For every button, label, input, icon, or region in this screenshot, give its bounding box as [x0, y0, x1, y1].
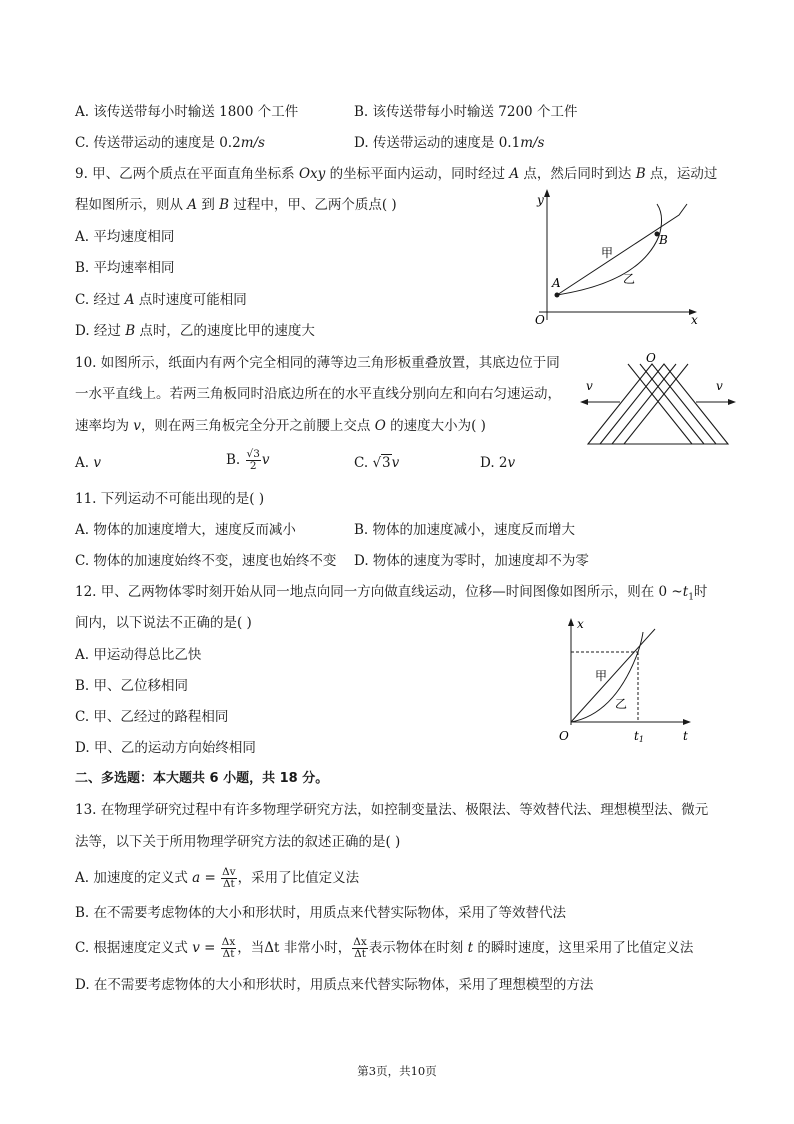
q9-stem-line1: 9. 甲、乙两个质点在平面直角坐标系 Oxy 的坐标平面内运动，同时经过 A 点，然后同时到达 B 点，运动过 [75, 166, 718, 182]
q9-option-c: C. 经过 A 点时速度可能相同 [75, 292, 247, 308]
q10-stem-line2: 一水平直线上。若两三角板同时沿底边所在的水平直线分别向左和向右匀速运动， [75, 386, 561, 402]
q9-fig-x-label: x [691, 313, 698, 327]
q12-fig-x-label: x [577, 617, 584, 631]
q12-fig-yi-label: 乙 [615, 697, 628, 711]
q13-option-a: A. 加速度的定义式 a = $\frac{\Delta v}{\Delta t}$ ，采用了比值定义法 [75, 866, 360, 890]
q13-option-d: D. 在不需要考虑物体的大小和形状时，用质点来代替实际物体，采用了理想模型的方法 [75, 977, 594, 993]
q12-fig-jia-label: 甲 [595, 669, 608, 683]
q10-option-a: A. v [75, 455, 101, 471]
q9-fig-b-label: B [659, 233, 668, 247]
q9-stem-line2: 程如图所示，则从 A 到 B 过程中，甲、乙两个质点( ) [75, 197, 397, 213]
q9-curve-jia [557, 204, 687, 295]
q9-figure [525, 186, 705, 331]
q10-triangle-1 [588, 364, 716, 444]
q13-stem-line1: 13. 在物理学研究过程中有许多物理学研究方法，如控制变量法、极限法、等效替代法、理想模型法、微元 [75, 802, 709, 818]
q9-fig-yi-label: 乙 [623, 272, 636, 286]
q13-option-c: C. 根据速度定义式 v = $\frac{\Delta x}{\Delta t}$ ，当Δt 非常小时， $\frac{\Delta x}{\Delta t}$ 表示物体在时刻 t 的瞬时速度，这里采用了比值定义法 [75, 936, 694, 960]
q12-option-a: A. 甲运动得总比乙快 [75, 647, 202, 663]
q10-stem-line3: 速率均为 v，则在两三角板完全分开之前腰上交点 O 的速度大小为( ) [75, 418, 486, 434]
q10-stem-line1: 10. 如图所示，纸面内有两个完全相同的薄等边三角形板重叠放置，其底边位于同 [75, 355, 560, 371]
q10-option-b: B. $\frac{√3}{2}$ v [226, 448, 270, 472]
q13-stem-line2: 法等，以下关于所用物理学研究方法的叙述正确的是( ) [75, 834, 401, 850]
q8-option-c: C. 传送带运动的速度是 0.2m/s [75, 135, 265, 151]
q11-option-c: C. 物体的加速度始终不变，速度也始终不变 [75, 553, 337, 569]
q9-option-d: D. 经过 B 点时，乙的速度比甲的速度大 [75, 323, 315, 339]
q12-stem-line1: 12. 甲、乙两物体零时刻开始从同一地点向同一方向做直线运动，位移—时间图像如图所示，则在 0 $\sim t_1$时 [75, 584, 708, 603]
q10-fig-v-right: v [716, 379, 723, 393]
q12-stem-line2: 间内，以下说法不正确的是( ) [75, 615, 252, 631]
q11-option-b: B. 物体的加速度减小，速度反而增大 [354, 522, 576, 538]
q9-option-b: B. 平均速率相同 [75, 260, 175, 276]
q12-line-jia [571, 629, 655, 722]
q12-fig-t1-label: t1 [634, 729, 644, 744]
q8-option-b: B. 该传送带每小时输送 7200 个工件 [354, 104, 578, 120]
q9-fig-origin: O [535, 313, 545, 327]
q10-option-c: C. √3v [354, 455, 400, 471]
q8-option-a: A. 该传送带每小时输送 1800 个工件 [75, 104, 299, 120]
q9-fig-jia-label: 甲 [601, 246, 614, 260]
q11-stem: 11. 下列运动不可能出现的是( ) [75, 491, 265, 507]
q9-fig-y-label: y [537, 193, 544, 207]
q12-fig-t-label: t [683, 729, 688, 743]
q10-fig-o-label: O [646, 351, 656, 365]
q12-option-c: C. 甲、乙经过的路程相同 [75, 709, 229, 725]
q12-option-d: D. 甲、乙的运动方向始终相同 [75, 740, 256, 756]
section2-heading: 二、多选题：本大题共 6 小题，共 18 分。 [75, 771, 329, 786]
q13-option-b: B. 在不需要考虑物体的大小和形状时，用质点来代替实际物体，采用了等效替代法 [75, 905, 567, 921]
q10-option-d: D. 2v [480, 455, 516, 471]
page-footer: 第3页，共10页 [357, 1064, 437, 1078]
q9-fig-a-label: A [552, 276, 561, 290]
q12-figure [555, 612, 705, 747]
q9-option-a: A. 平均速度相同 [75, 229, 175, 245]
q9-point-a [555, 293, 560, 298]
q8-option-d: D. 传送带运动的速度是 0.1m/s [354, 135, 545, 151]
q12-option-b: B. 甲、乙位移相同 [75, 678, 189, 694]
q11-option-d: D. 物体的速度为零时，加速度却不为零 [354, 553, 589, 569]
q12-fig-origin: O [559, 729, 569, 743]
q10-fig-v-left: v [586, 379, 593, 393]
q11-option-a: A. 物体的加速度增大，速度反而减小 [75, 522, 296, 538]
q10-triangle-2 [600, 364, 728, 444]
q10-figure [580, 350, 740, 450]
